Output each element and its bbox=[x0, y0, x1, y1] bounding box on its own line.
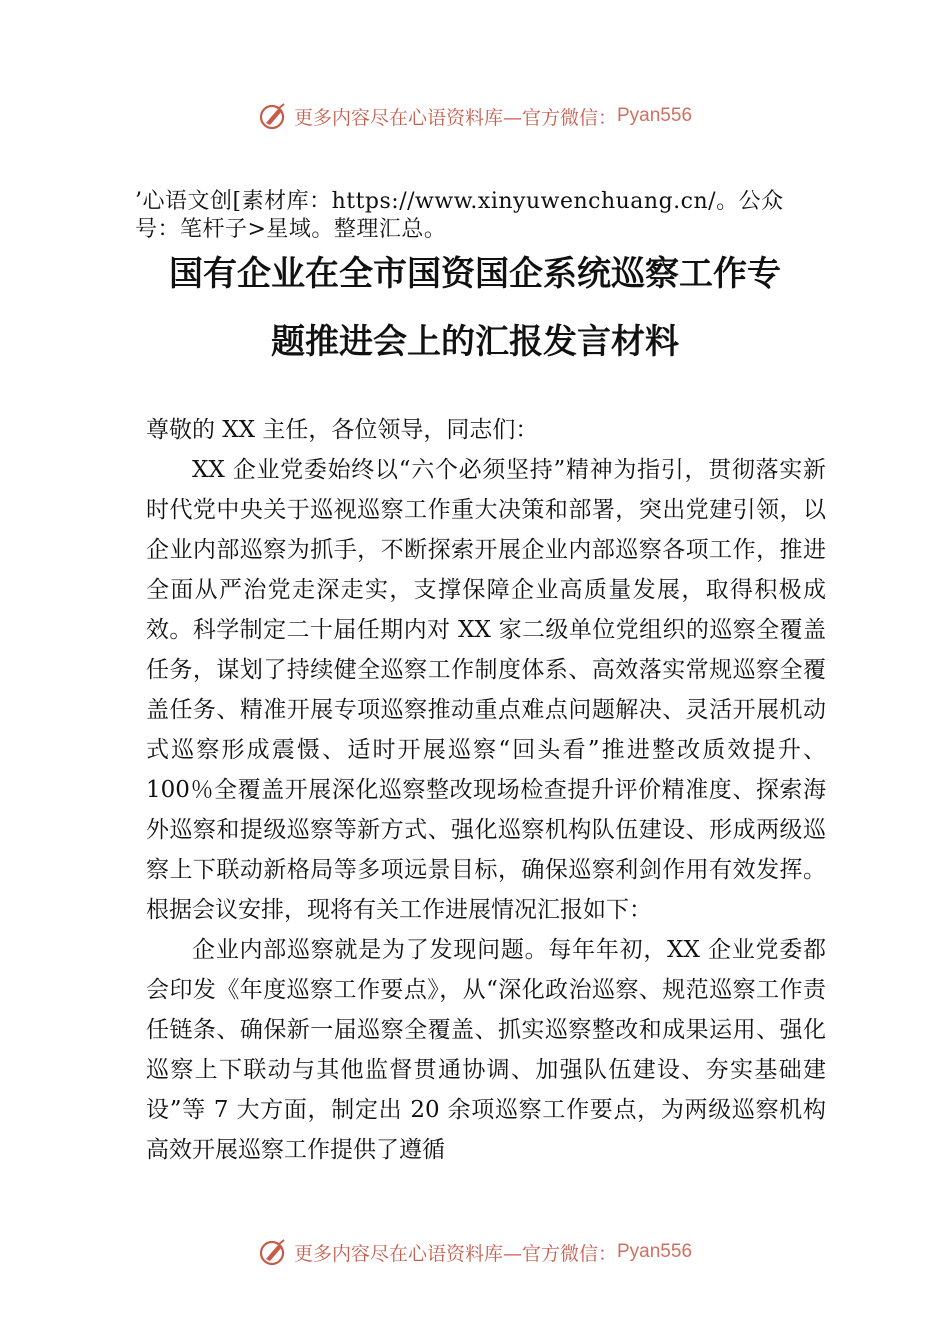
watermark-footer bbox=[0, 1232, 950, 1272]
pen-logo-icon bbox=[258, 1237, 288, 1267]
title-line-1: 国有企业在全市国资国企系统巡察工作专 bbox=[169, 254, 781, 294]
paragraph-2: 企业内部巡察就是为了发现问题。每年年初，XX 企业党委都会印发《年度巡察工作要点》，从“深化政治巡察、规范巡察工作责任链条、确保新一届巡察全覆盖、抓实巡察整改和成果运用、强化巡察上下联动与其他监督贯通协调、加强队伍建设、夯实基础建设”等 7 大方面，制定出 20 余项巡察工作要点，为两级巡察机构高效开展巡察工作提供了遵循 bbox=[146, 937, 826, 1163]
watermark-text: 更多内容尽在心语资料库—官方微信： bbox=[293, 1242, 617, 1265]
document-title bbox=[100, 240, 850, 376]
watermark-handle: Pyan556 bbox=[617, 105, 693, 126]
watermark-text: 更多内容尽在心语资料库—官方微信： bbox=[293, 106, 617, 129]
salutation: 尊敬的 XX 主任，各位领导，同志们： bbox=[146, 417, 539, 443]
watermark-handle: Pyan556 bbox=[617, 1241, 693, 1262]
pen-logo-icon bbox=[258, 101, 288, 131]
title-line-2: 题推进会上的汇报发言材料 bbox=[271, 322, 679, 362]
watermark-header bbox=[0, 96, 950, 136]
paragraph-1: XX 企业党委始终以“六个必须坚持”精神为指引，贯彻落实新时代党中央关于巡视巡察工作重大决策和部署，突出党建引领，以企业内部巡察为抓手，不断探索开展企业内部巡察各项工作，推进全面从严治党走深走实，支撑保障企业高质量发展，取得积极成效。科学制定二十届任期内对 XX 家二级单位党组织的巡察全覆盖任务，谋划了持续健全巡察工作制度体系、高效落实常规巡察全覆盖任务、精准开展专项巡察推动重点难点问题解决、灵活开展机动式巡察形成震慑、适时开展巡察“回头看”推进整改质效提升、100％全覆盖开展深化巡察整改现场检查提升评价精准度、探索海外巡察和提级巡察等新方式、强化巡察机构队伍建设、形成两级巡察上下联动新格局等多项远景目标，确保巡察利剑作用有效发挥。根据会议安排，现将有关工作进展情况汇报如下： bbox=[146, 457, 826, 923]
source-note: ’心语文创[素材库：https://www.xinyuwenchuang.cn/。公众号：笔杆子>星域。整理汇总。 bbox=[135, 189, 784, 242]
document-body bbox=[146, 410, 826, 1170]
